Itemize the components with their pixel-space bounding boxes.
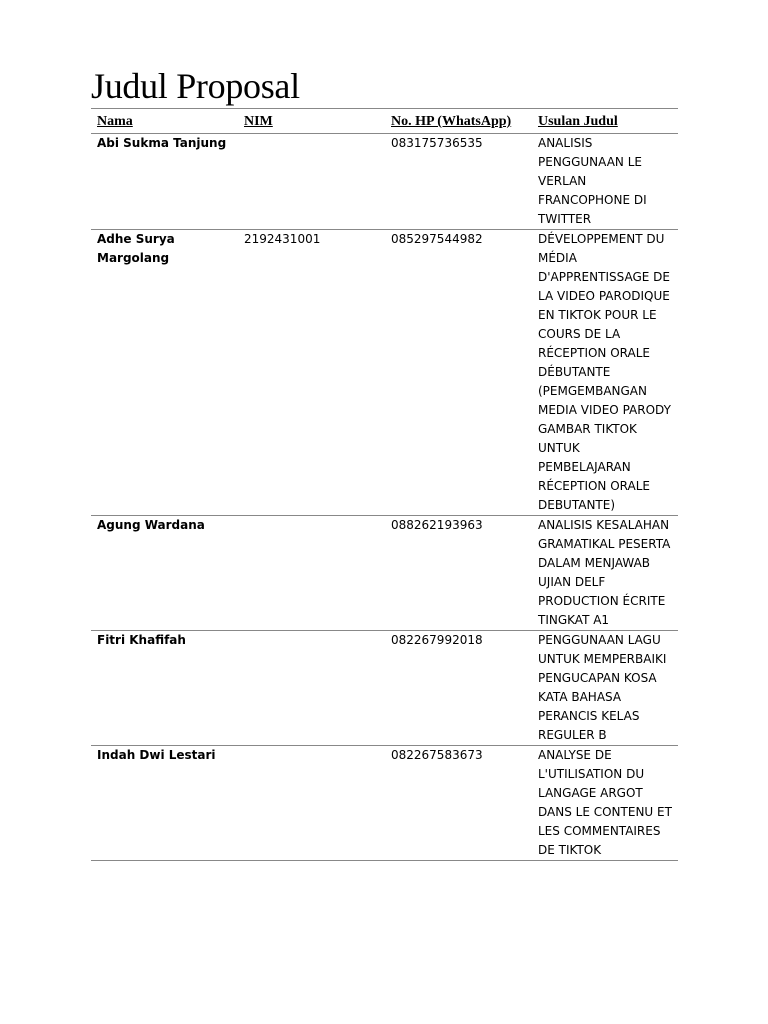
cell-nama: Adhe Surya Margolang bbox=[91, 230, 238, 516]
cell-nama: Agung Wardana bbox=[91, 516, 238, 631]
cell-nim: 2192431001 bbox=[238, 230, 385, 516]
cell-hp: 082267583673 bbox=[385, 746, 532, 861]
table-header-row bbox=[91, 109, 678, 134]
cell-nim bbox=[238, 746, 385, 861]
cell-hp: 083175736535 bbox=[385, 134, 532, 230]
cell-nim bbox=[238, 134, 385, 230]
header-usulan-judul: Usulan Judul bbox=[532, 109, 678, 134]
cell-nim bbox=[238, 631, 385, 746]
header-nim: NIM bbox=[238, 109, 385, 134]
page-title: Judul Proposal bbox=[91, 66, 300, 106]
header-hp: No. HP (WhatsApp) bbox=[385, 109, 532, 134]
table-row bbox=[91, 134, 678, 230]
document-page bbox=[91, 64, 678, 861]
cell-usulan-judul: ANALISIS KESALAHAN GRAMATIKAL PESERTA DALAM MENJAWAB UJIAN DELF PRODUCTION ÉCRITE TINGKAT A1 bbox=[532, 516, 678, 631]
cell-usulan-judul: DÉVELOPPEMENT DU MÉDIA D'APPRENTISSAGE DE LA VIDEO PARODIQUE EN TIKTOK POUR LE COURS DE LA RÉCEPTION ORALE DÉBUTANTE (PEMGEMBANGAN MEDIA VIDEO PARODY GAMBAR TIKTOK UNTUK PEMBELAJARAN RÉCEPTION ORALE DEBUTANTE) bbox=[532, 230, 678, 516]
proposal-table bbox=[91, 108, 678, 861]
cell-nama: Fitri Khafifah bbox=[91, 631, 238, 746]
cell-hp: 085297544982 bbox=[385, 230, 532, 516]
cell-usulan-judul: ANALISIS PENGGUNAAN LE VERLAN FRANCOPHONE DI TWITTER bbox=[532, 134, 678, 230]
header-nama: Nama bbox=[91, 109, 238, 134]
table-row bbox=[91, 746, 678, 861]
cell-nama: Abi Sukma Tanjung bbox=[91, 134, 238, 230]
table-row bbox=[91, 230, 678, 516]
table-row bbox=[91, 631, 678, 746]
table-row bbox=[91, 516, 678, 631]
cell-usulan-judul: ANALYSE DE L'UTILISATION DU LANGAGE ARGOT DANS LE CONTENU ET LES COMMENTAIRES DE TIKTOK bbox=[532, 746, 678, 861]
cell-nama: Indah Dwi Lestari bbox=[91, 746, 238, 861]
cell-hp: 082267992018 bbox=[385, 631, 532, 746]
cell-hp: 088262193963 bbox=[385, 516, 532, 631]
cell-nim bbox=[238, 516, 385, 631]
cell-usulan-judul: PENGGUNAAN LAGU UNTUK MEMPERBAIKI PENGUCAPAN KOSA KATA BAHASA PERANCIS KELAS REGULER B bbox=[532, 631, 678, 746]
